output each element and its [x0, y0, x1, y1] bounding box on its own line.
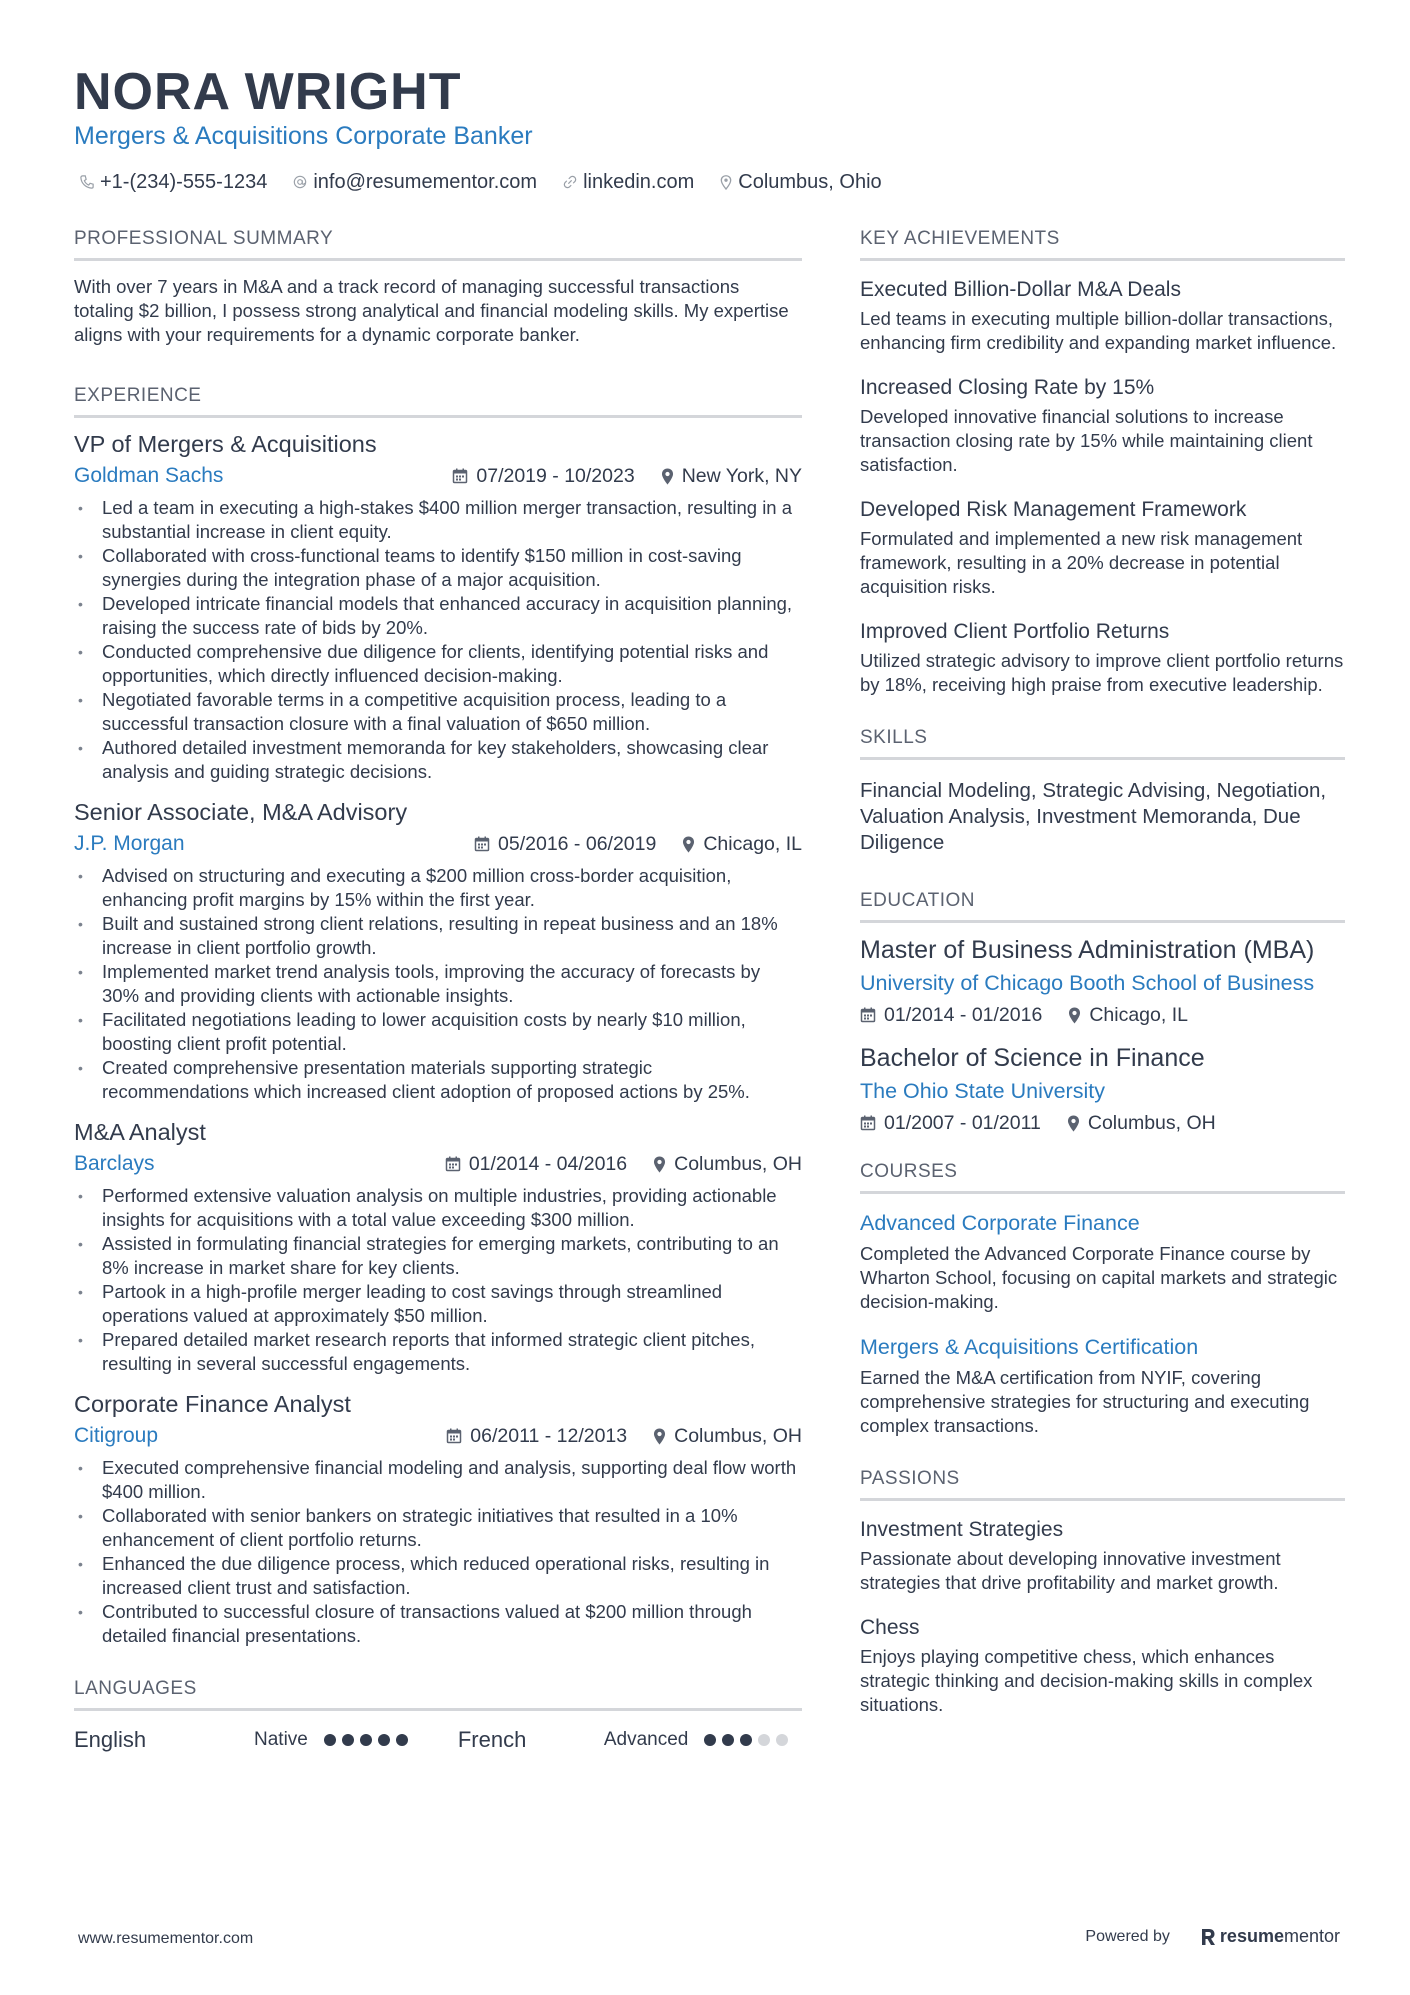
job-title: Senior Associate, M&A Advisory: [74, 799, 408, 825]
passion-title: Investment Strategies: [860, 1518, 1064, 1541]
education-heading: EDUCATION: [860, 888, 1345, 923]
skills-heading: SKILLS: [860, 725, 1345, 760]
education-location-text: Columbus, OH: [1087, 1112, 1216, 1134]
skills-section: [860, 725, 1345, 856]
contact-email[interactable]: [293, 168, 537, 196]
achievement-item: [860, 373, 1345, 477]
calendar-icon: [860, 1007, 876, 1023]
job-bullet: • Authored detailed investment memoranda for key stakeholders, showcasing clear analysis and guiding strategic decisions.: [74, 736, 802, 784]
course-title: Mergers & Acquisitions Certification: [860, 1335, 1199, 1359]
passion-title: Chess: [860, 1616, 920, 1639]
job-bullet: • Assisted in formulating financial strategies for emerging markets, contributing to an 8% increase in market share for key clients.: [74, 1232, 802, 1280]
experience-heading: EXPERIENCE: [74, 383, 802, 418]
job-entry: [74, 1388, 802, 1648]
education-school: The Ohio State University: [860, 1079, 1105, 1103]
job-meta-right: [446, 1422, 802, 1450]
languages-section: [74, 1676, 802, 1755]
course-text: Completed the Advanced Corporate Finance course by Wharton School, focusing on capital markets and strategic decision-making.: [860, 1243, 1338, 1312]
courses-section: [860, 1159, 1345, 1438]
proficiency-dot-empty: [776, 1734, 788, 1746]
achievement-item: [860, 617, 1345, 697]
achievements-heading: KEY ACHIEVEMENTS: [860, 226, 1345, 261]
job-bullet: • Collaborated with cross-functional teams to identify $150 million in cost-saving synergies during the integration phase of a major acquisition.: [74, 544, 802, 592]
job-location: [653, 1422, 802, 1450]
contact-linkedin-text: linkedin.com: [583, 171, 695, 193]
achievement-title: Executed Billion-Dollar M&A Deals: [860, 278, 1181, 301]
language-proficiency-dots: [324, 1734, 414, 1746]
summary-section: [74, 226, 802, 347]
location-icon: [682, 836, 695, 853]
footer-website[interactable]: www.resumementor.com: [78, 1930, 254, 1947]
phone-icon: [80, 175, 94, 189]
job-dates: [474, 830, 656, 858]
contact-location-text: Columbus, Ohio: [738, 171, 882, 193]
education-section: [860, 888, 1345, 1137]
language-level: Native: [254, 1729, 308, 1750]
course-text: Earned the M&A certification from NYIF, covering comprehensive strategies for structuring and executing complex transactions.: [860, 1367, 1310, 1436]
education-item: [860, 933, 1345, 1029]
education-location: [1067, 1109, 1216, 1137]
achievement-item: [860, 275, 1345, 355]
job-entry: [74, 428, 802, 784]
education-location-text: Chicago, IL: [1089, 1004, 1188, 1026]
brand-name-light: mentor: [1283, 1926, 1340, 1946]
education-dates: [860, 1109, 1041, 1137]
language-name: French: [457, 1727, 527, 1752]
contact-location: [720, 168, 881, 196]
proficiency-dot-filled: [324, 1734, 336, 1746]
job-dates-text: 01/2014 - 04/2016: [468, 1153, 628, 1175]
contact-linkedin[interactable]: [563, 168, 694, 196]
passion-text: Passionate about developing innovative investment strategies that drive profitability and market growth.: [860, 1548, 1281, 1593]
job-dates: [446, 1422, 627, 1450]
courses-heading: COURSES: [860, 1159, 1345, 1194]
job-bullets: [74, 864, 802, 1104]
job-meta-right: [452, 462, 802, 490]
job-bullet: • Negotiated favorable terms in a competitive acquisition process, leading to a successful transaction closure with a final valuation of $650 million.: [74, 688, 802, 736]
education-school: University of Chicago Booth School of Business: [860, 971, 1315, 995]
calendar-icon: [445, 1156, 461, 1172]
right-column: [860, 226, 1345, 1717]
location-icon: [653, 1156, 666, 1173]
proficiency-dot-filled: [740, 1734, 752, 1746]
job-bullet: • Developed intricate financial models that enhanced accuracy in acquisition planning, raising the success rate of bids by 20%.: [74, 592, 802, 640]
course-item: [860, 1208, 1345, 1314]
job-dates-text: 07/2019 - 10/2023: [476, 465, 635, 487]
job-company: Citigroup: [74, 1424, 159, 1447]
achievement-title: Increased Closing Rate by 15%: [860, 376, 1155, 399]
passion-item: [860, 1515, 1345, 1595]
proficiency-dot-filled: [396, 1734, 408, 1746]
calendar-icon: [446, 1428, 462, 1444]
proficiency-dot-empty: [758, 1734, 770, 1746]
footer-branding: [1085, 1926, 1340, 1947]
passion-text: Enjoys playing competitive chess, which enhances strategic thinking and decision-making skills in complex situations.: [860, 1646, 1313, 1715]
job-meta: [74, 830, 802, 858]
job-bullets: [74, 1456, 802, 1648]
achievement-text: Led teams in executing multiple billion-dollar transactions, enhancing firm credibility and expanding market influence.: [860, 308, 1337, 353]
contact-phone-text: +1-(234)-555-1234: [100, 171, 268, 193]
job-title: M&A Analyst: [74, 1119, 206, 1145]
job-bullet: • Created comprehensive presentation materials supporting strategic recommendations which increased client adoption of proposed actions by 25%.: [74, 1056, 802, 1104]
job-dates-text: 05/2016 - 06/2019: [498, 833, 657, 855]
job-meta-right: [445, 1150, 802, 1178]
achievement-title: Developed Risk Management Framework: [860, 498, 1247, 521]
passion-item: [860, 1613, 1345, 1717]
job-location-text: Chicago, IL: [703, 833, 802, 855]
experience-section: [74, 383, 802, 1648]
language-name: English: [74, 1727, 147, 1752]
job-bullet: • Enhanced the due diligence process, which reduced operational risks, resulting in increased client trust and satisfaction.: [74, 1552, 802, 1600]
education-dates-text: 01/2014 - 01/2016: [884, 1004, 1043, 1026]
job-bullet: • Built and sustained strong client relations, resulting in repeat business and an 18% increase in client portfolio growth.: [74, 912, 802, 960]
brand-name-bold: resume: [1219, 1926, 1284, 1946]
achievement-text: Formulated and implemented a new risk management framework, resulting in a 20% decrease in potential acquisition risks.: [860, 528, 1303, 597]
education-degree: Bachelor of Science in Finance: [860, 1044, 1205, 1072]
language-proficiency-dots: [704, 1734, 794, 1746]
location-icon: [720, 175, 732, 190]
job-meta-right: [474, 830, 802, 858]
job-location: [661, 462, 802, 490]
location-icon: [1067, 1115, 1080, 1132]
contact-phone[interactable]: [80, 168, 267, 196]
calendar-icon: [474, 836, 490, 852]
link-icon: [563, 175, 577, 189]
job-bullet: • Executed comprehensive financial modeling and analysis, supporting deal flow worth $400 million.: [74, 1456, 802, 1504]
education-meta: [860, 1109, 1345, 1137]
job-title: VP of Mergers & Acquisitions: [74, 431, 377, 457]
proficiency-dot-filled: [378, 1734, 390, 1746]
achievement-title: Improved Client Portfolio Returns: [860, 620, 1170, 643]
job-bullet: • Facilitated negotiations leading to lower acquisition costs by nearly $10 million, boosting client profit potential.: [74, 1008, 802, 1056]
education-meta: [860, 1001, 1345, 1029]
location-icon: [653, 1428, 666, 1445]
brand-mark-icon: [1200, 1928, 1216, 1946]
job-bullet: • Partook in a high-profile merger leading to cost savings through streamlined operations valued at approximately $50 million.: [74, 1280, 802, 1328]
achievement-text: Developed innovative financial solutions to increase transaction closing rate by 15% while maintaining client satisfaction.: [860, 406, 1313, 475]
job-bullet: • Collaborated with senior bankers on strategic initiatives that resulted in a 10% enhancement of client portfolio returns.: [74, 1504, 802, 1552]
job-bullet: • Led a team in executing a high-stakes $400 million merger transaction, resulting in a substantial increase in client equity.: [74, 496, 802, 544]
education-degree: Master of Business Administration (MBA): [860, 936, 1315, 964]
job-dates-text: 06/2011 - 12/2013: [470, 1425, 628, 1447]
brand-logo[interactable]: [1200, 1926, 1340, 1947]
calendar-icon: [860, 1115, 876, 1131]
proficiency-dot-filled: [360, 1734, 372, 1746]
education-dates-text: 01/2007 - 01/2011: [884, 1112, 1041, 1134]
course-item: [860, 1332, 1345, 1438]
job-bullet: • Contributed to successful closure of transactions valued at $200 million through detailed financial presentations.: [74, 1600, 802, 1648]
job-meta: [74, 1150, 802, 1178]
job-location-text: Columbus, OH: [674, 1153, 802, 1175]
job-bullet: • Performed extensive valuation analysis on multiple industries, providing actionable insights for acquisitions with a total value exceeding $300 million.: [74, 1184, 802, 1232]
contact-bar: [80, 168, 908, 196]
job-bullets: [74, 1184, 802, 1376]
passions-section: [860, 1466, 1345, 1717]
course-title: Advanced Corporate Finance: [860, 1211, 1140, 1235]
languages-heading: LANGUAGES: [74, 1676, 802, 1711]
job-location: [653, 1150, 802, 1178]
job-company: Goldman Sachs: [74, 464, 224, 487]
job-location-text: New York, NY: [681, 465, 802, 487]
job-bullet: • Prepared detailed market research reports that informed strategic client pitches, resulting in several successful engagements.: [74, 1328, 802, 1376]
left-column: [74, 226, 802, 1755]
achievement-item: [860, 495, 1345, 599]
location-icon: [1068, 1007, 1081, 1024]
summary-text: With over 7 years in M&A and a track record of managing successful transactions totaling $2 billion, I possess strong analytical and financial modeling skills. My expertise aligns with your requirements for a dynamic corporate banker.: [74, 276, 789, 345]
languages-row: [74, 1725, 802, 1755]
proficiency-dot-filled: [722, 1734, 734, 1746]
proficiency-dot-filled: [342, 1734, 354, 1746]
proficiency-dot-filled: [704, 1734, 716, 1746]
at-icon: [293, 175, 307, 189]
job-bullets: [74, 496, 802, 784]
job-company: J.P. Morgan: [74, 832, 185, 855]
achievement-text: Utilized strategic advisory to improve client portfolio returns by 18%, receiving high praise from executive leadership.: [860, 650, 1344, 695]
summary-heading: PROFESSIONAL SUMMARY: [74, 226, 802, 261]
skills-text: Financial Modeling, Strategic Advising, Negotiation, Valuation Analysis, Investment Memoranda, Due Diligence: [860, 779, 1327, 854]
job-meta: [74, 1422, 802, 1450]
achievements-section: [860, 226, 1345, 697]
calendar-icon: [452, 468, 468, 484]
education-item: [860, 1041, 1345, 1137]
job-entry: [74, 796, 802, 1104]
job-title: Corporate Finance Analyst: [74, 1391, 351, 1417]
powered-by-label: Powered by: [1085, 1927, 1170, 1945]
location-icon: [661, 468, 674, 485]
candidate-name: NORA WRIGHT: [74, 63, 462, 121]
education-location: [1068, 1001, 1188, 1029]
job-dates: [445, 1150, 627, 1178]
language-level: Advanced: [603, 1729, 689, 1750]
job-bullet: • Conducted comprehensive due diligence for clients, identifying potential risks and opportunities, which directly influenced decision-making.: [74, 640, 802, 688]
job-location: [682, 830, 802, 858]
passions-heading: PASSIONS: [860, 1466, 1345, 1501]
contact-email-text: info@resumementor.com: [313, 171, 538, 193]
job-bullet: • Advised on structuring and executing a $200 million cross-border acquisition, enhancing profit margins by 15% within the first year.: [74, 864, 802, 912]
job-location-text: Columbus, OH: [674, 1425, 802, 1447]
job-entry: [74, 1116, 802, 1376]
job-meta: [74, 462, 802, 490]
education-dates: [860, 1001, 1042, 1029]
job-company: Barclays: [74, 1152, 155, 1175]
job-bullet: • Implemented market trend analysis tools, improving the accuracy of forecasts by 30% and providing clients with actionable insights.: [74, 960, 802, 1008]
candidate-role: Mergers & Acquisitions Corporate Banker: [74, 122, 533, 150]
job-dates: [452, 462, 634, 490]
